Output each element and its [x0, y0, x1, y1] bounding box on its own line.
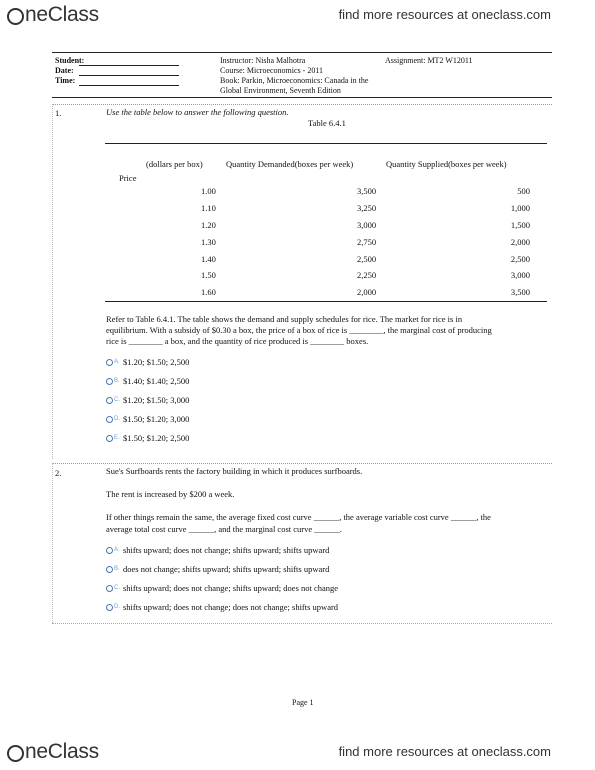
radio-icon[interactable]	[106, 585, 113, 592]
cell-qs-4: 2,000	[510, 237, 530, 247]
question-2-frame	[52, 463, 552, 623]
assignment-header	[52, 52, 552, 98]
date-blank	[79, 68, 179, 76]
logo-circle-icon	[7, 8, 24, 25]
top-brand-bar	[0, 0, 595, 32]
bottom-brand-bar	[0, 737, 595, 769]
cell-qd-4: 2,750	[357, 237, 377, 247]
radio-icon[interactable]	[106, 435, 113, 442]
student-blank	[79, 58, 179, 66]
radio-icon[interactable]	[106, 397, 113, 404]
radio-icon[interactable]	[106, 547, 113, 554]
cell-qs-5: 2,500	[510, 254, 530, 264]
cell-price-3: 1.20	[201, 220, 216, 230]
radio-icon[interactable]	[106, 359, 113, 366]
question-1-number: 1.	[55, 108, 62, 118]
question-2-line-2: The rent is increased by $200 a week.	[106, 489, 235, 499]
table-top-rule	[105, 143, 547, 144]
oneclass-logo[interactable]	[7, 3, 99, 27]
question-2-stem-2: average total cost curve ______, and the marginal cost curve ______.	[106, 524, 342, 534]
q1-option-c[interactable]: C. $1.20; $1.50; 3,000	[106, 395, 189, 405]
cell-qd-6: 2,250	[357, 270, 377, 280]
assignment-text: Assignment: MT2 W12011	[385, 56, 473, 65]
q1-option-d[interactable]: D. $1.50; $1.20; 3,000	[106, 414, 189, 424]
book-text-1: Book: Parkin, Microeconomics: Canada in the	[220, 76, 369, 85]
cell-price-4: 1.30	[201, 237, 216, 247]
course-info	[220, 56, 390, 96]
cell-qd-7: 2,000	[357, 287, 377, 297]
student-fields	[55, 56, 179, 86]
cell-qd-1: 3,500	[357, 186, 377, 196]
time-blank	[79, 78, 179, 86]
student-label: Student:	[55, 56, 85, 65]
question-1-instruction: Use the table below to answer the following question.	[106, 107, 289, 117]
cell-qs-6: 3,000	[510, 270, 530, 280]
q2-option-a[interactable]: A. shifts upward; does not change; shifts upward; shifts upward	[106, 545, 329, 555]
cell-price-2: 1.10	[201, 203, 216, 213]
q1-option-b[interactable]: B. $1.40; $1.40; 2,500	[106, 376, 189, 386]
q2-option-b[interactable]: B. does not change; shifts upward; shifts upward; shifts upward	[106, 564, 329, 574]
qd-header: Quantity Demanded(boxes per week)	[226, 159, 354, 169]
logo-text: neClass	[25, 740, 99, 763]
page-number: Page 1	[292, 698, 314, 707]
question-2-bottom-rule	[52, 623, 552, 624]
price-header: Price	[119, 173, 137, 183]
cell-price-5: 1.40	[201, 254, 216, 264]
question-1-stem-1: Refer to Table 6.4.1. The table shows the demand and supply schedules for rice. The market for rice is in	[106, 314, 463, 324]
instructor-text: Instructor: Nisha Malhotra	[220, 56, 306, 65]
cell-qs-3: 1,500	[510, 220, 530, 230]
question-1-stem-2: equilibrium. With a subsidy of $0.30 a box, the price of a box of rice is ________, the marginal cost of producing	[106, 325, 492, 335]
q1-option-e[interactable]: E. $1.50; $1.20; 2,500	[106, 433, 189, 443]
question-1-stem-3: rice is ________ a box, and the quantity of rice produced is ________ boxes.	[106, 336, 369, 346]
table-bottom-rule	[105, 301, 547, 302]
cell-qs-1: 500	[517, 186, 530, 196]
logo-circle-icon	[7, 745, 24, 762]
radio-icon[interactable]	[106, 566, 113, 573]
q2-option-d[interactable]: D. shifts upward; does not change; does not change; shifts upward	[106, 602, 338, 612]
book-text-2: Global Environment, Seventh Edition	[220, 86, 341, 95]
cell-price-7: 1.60	[201, 287, 216, 297]
time-label: Time:	[55, 76, 76, 85]
cell-qd-2: 3,250	[357, 203, 377, 213]
question-1-frame	[52, 104, 552, 459]
cell-qd-5: 2,500	[357, 254, 377, 264]
date-label: Date:	[55, 66, 74, 75]
logo-text: neClass	[25, 3, 99, 26]
question-2-stem-1: If other things remain the same, the average fixed cost curve ______, the average variable cost curve ______, the	[106, 512, 491, 522]
radio-icon[interactable]	[106, 378, 113, 385]
table-title: Table 6.4.1	[308, 118, 346, 128]
radio-icon[interactable]	[106, 604, 113, 611]
qs-header: Quantity Supplied(boxes per week)	[386, 159, 507, 169]
find-resources-link-bottom[interactable]: find more resources at oneclass.com	[338, 744, 551, 759]
cell-price-1: 1.00	[201, 186, 216, 196]
course-text: Course: Microeconomics - 2011	[220, 66, 324, 75]
cell-qs-7: 3,500	[510, 287, 530, 297]
radio-icon[interactable]	[106, 416, 113, 423]
question-2-number: 2.	[55, 468, 62, 478]
cell-qd-3: 3,000	[357, 220, 377, 230]
find-resources-link[interactable]: find more resources at oneclass.com	[338, 7, 551, 22]
q1-option-a[interactable]: A. $1.20; $1.50; 2,500	[106, 357, 189, 367]
price-unit-header: (dollars per box)	[146, 159, 203, 169]
cell-price-6: 1.50	[201, 270, 216, 280]
oneclass-logo-bottom[interactable]	[7, 740, 99, 764]
question-2-line-1: Sue's Surfboards rents the factory building in which it produces surfboards.	[106, 466, 363, 476]
cell-qs-2: 1,000	[510, 203, 530, 213]
q2-option-c[interactable]: C. shifts upward; does not change; shifts upward; does not change	[106, 583, 338, 593]
